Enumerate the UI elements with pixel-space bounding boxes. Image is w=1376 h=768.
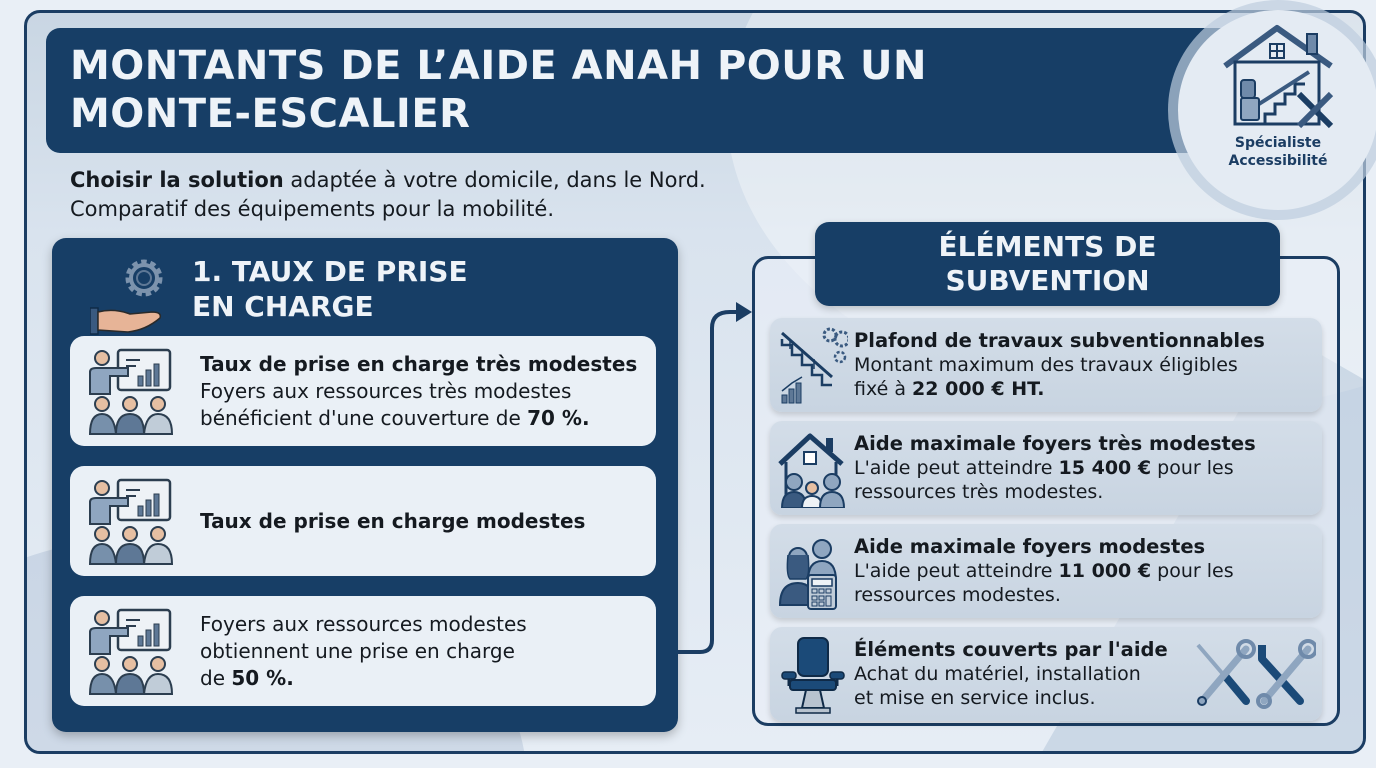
- card-heading: Aide maximale foyers modestes: [854, 535, 1206, 558]
- card-line-prefix: fixé à: [854, 378, 913, 400]
- card-line: [854, 456, 1256, 480]
- card-line: [854, 377, 1265, 401]
- subtitle-line-2: Comparatif des équipements pour la mobilité.: [70, 197, 554, 221]
- connector-arrow-icon: [678, 300, 758, 660]
- house-stairlift-tools-icon: [1219, 22, 1337, 130]
- coverage-rate-title: [192, 254, 468, 324]
- card-line: [200, 405, 637, 432]
- card-line: et mise en service inclus.: [854, 687, 1096, 709]
- card-line-prefix: L'aide peut atteindre: [854, 457, 1059, 479]
- stairlift-chair-icon: [778, 634, 848, 714]
- card-line-prefix: de: [200, 665, 232, 690]
- coverage-title-line-2: EN CHARGE: [192, 290, 374, 323]
- card-line: Achat du matériel, installation: [854, 663, 1141, 685]
- card-heading: Taux de prise en charge très modestes: [200, 351, 638, 376]
- card-heading: Taux de prise en charge modestes: [200, 508, 586, 533]
- card-line: Foyers aux ressources très modestes: [200, 378, 572, 403]
- subsidy-card-works-ceiling: [770, 318, 1322, 412]
- card-line: ressources modestes.: [854, 584, 1061, 606]
- card-heading: Plafond de travaux subventionnables: [854, 329, 1265, 352]
- badge-label-line-1: Spécialiste: [1234, 135, 1322, 151]
- presentation-audience-icon: [88, 476, 174, 566]
- subtitle: [70, 166, 706, 224]
- card-line: ressources très modestes.: [854, 481, 1104, 503]
- card-heading: Aide maximale foyers très modestes: [854, 432, 1256, 455]
- coverage-title-line-1: 1. TAUX DE PRISE: [192, 255, 468, 288]
- stairs-gears-chart-icon: [778, 325, 848, 405]
- subsidy-title-line-1: ÉLÉMENTS DE: [938, 230, 1157, 263]
- card-line-suffix: pour les: [1151, 457, 1234, 479]
- subsidy-elements-title: [815, 222, 1280, 306]
- card-line-suffix: pour les: [1151, 560, 1234, 582]
- card-line-prefix: L'aide peut atteindre: [854, 560, 1059, 582]
- couple-calculator-icon: [778, 531, 848, 611]
- card-heading: Éléments couverts par l'aide: [854, 638, 1168, 661]
- subsidy-card-text: [854, 329, 1265, 401]
- coverage-rate-panel: [52, 238, 678, 732]
- card-line: [854, 559, 1234, 583]
- page-title: [70, 42, 1212, 138]
- coverage-card-text: [200, 611, 527, 692]
- subsidy-card-max-modest: [770, 524, 1322, 618]
- card-line-prefix: bénéficient d'une couverture de: [200, 405, 528, 430]
- card-line: [200, 665, 527, 692]
- gear-hand-icon: [90, 250, 170, 336]
- subtitle-bold: Choisir la solution: [70, 168, 284, 192]
- house-family-icon: [778, 428, 848, 508]
- specialist-badge: [1178, 10, 1376, 210]
- rate-value: 70 %.: [527, 405, 590, 430]
- title-banner: [46, 28, 1236, 153]
- subsidy-title-line-2: SUBVENTION: [945, 264, 1150, 297]
- card-line: Foyers aux ressources modestes: [200, 611, 527, 636]
- subsidy-card-text: [854, 432, 1256, 504]
- amount-value: 22 000 € HT.: [912, 378, 1045, 400]
- badge-label: [1229, 134, 1328, 170]
- subtitle-rest: adaptée à votre domicile, dans le Nord.: [283, 168, 706, 192]
- card-line: Montant maximum des travaux éligibles: [854, 354, 1238, 376]
- amount-value: 11 000 €: [1058, 560, 1152, 582]
- subsidy-card-text: [854, 535, 1234, 607]
- coverage-card-text: [200, 508, 585, 535]
- coverage-rate-header: [90, 250, 468, 336]
- coverage-card-modest: [70, 466, 656, 576]
- coverage-card-modest-detail: [70, 596, 656, 706]
- badge-label-line-2: Accessibilité: [1228, 153, 1328, 169]
- subsidy-card-max-very-modest: [770, 421, 1322, 515]
- rate-value: 50 %.: [231, 665, 294, 690]
- subsidy-card-text: [854, 638, 1168, 710]
- title-line-2: MONTE-ESCALIER: [70, 91, 471, 137]
- amount-value: 15 400 €: [1058, 457, 1152, 479]
- coverage-card-text: [200, 351, 637, 432]
- subsidy-card-covered-items: [770, 627, 1322, 721]
- presentation-audience-icon: [88, 606, 174, 696]
- coverage-card-very-modest: [70, 336, 656, 446]
- tools-wrench-plug-icon: [1192, 639, 1316, 711]
- presentation-audience-icon: [88, 346, 174, 436]
- title-line-1: MONTANTS DE L’AIDE ANAH POUR UN: [70, 43, 927, 89]
- card-line: obtiennent une prise en charge: [200, 638, 515, 663]
